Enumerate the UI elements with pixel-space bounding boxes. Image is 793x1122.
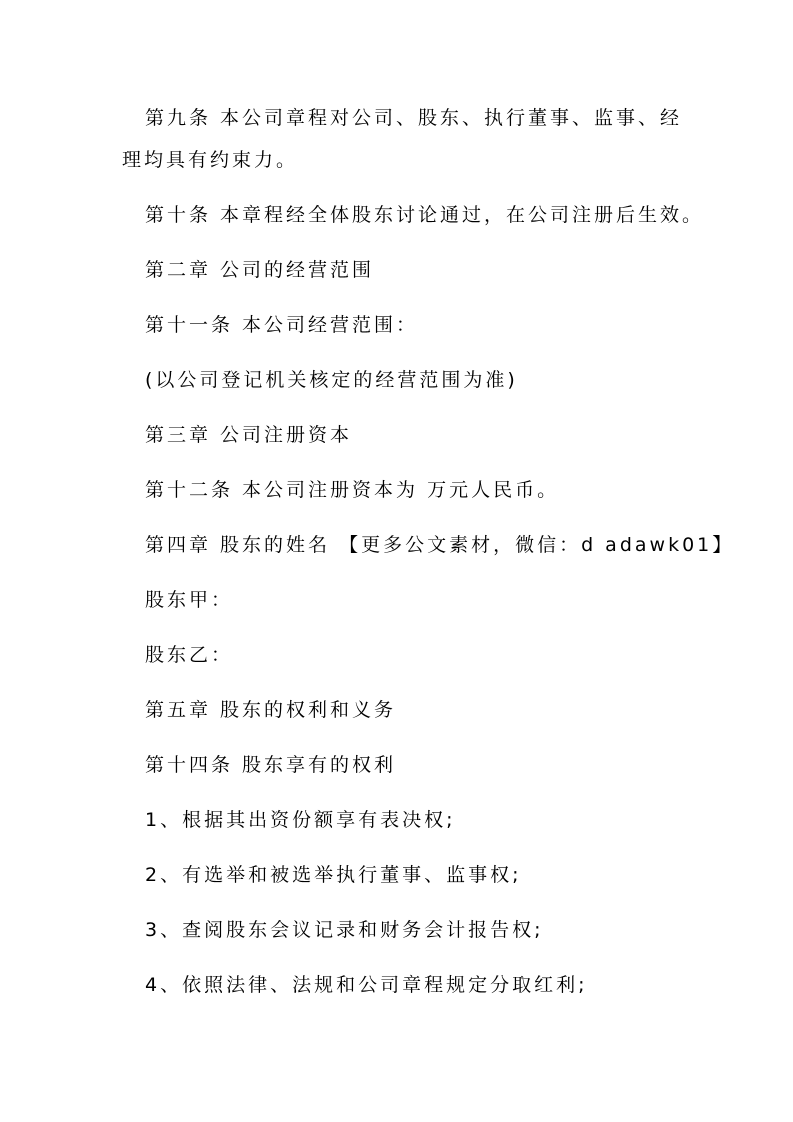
article-9-line-2: 理均具有约束力。 — [122, 149, 299, 171]
right-item-1: 1、根据其出资份额享有表决权; — [145, 809, 456, 831]
right-item-2: 2、有选举和被选举执行董事、监事权; — [145, 864, 522, 886]
article-14: 第十四条 股东享有的权利 — [145, 754, 397, 776]
chapter-4-heading: 第四章 股东的姓名 【更多公文素材，微信：d adawk01】 — [145, 534, 735, 556]
article-12: 第十二条 本公司注册资本为 万元人民币。 — [145, 479, 560, 501]
shareholder-a: 股东甲： — [145, 589, 234, 611]
chapter-3-heading: 第三章 公司注册资本 — [145, 424, 353, 446]
article-11: 第十一条 本公司经营范围： — [145, 314, 419, 336]
right-item-4: 4、依照法律、法规和公司章程规定分取红利; — [145, 974, 588, 996]
chapter-2-heading: 第二章 公司的经营范围 — [145, 259, 375, 281]
chapter-5-heading: 第五章 股东的权利和义务 — [145, 699, 397, 721]
article-10: 第十条 本章程经全体股东讨论通过，在公司注册后生效。 — [145, 204, 705, 226]
shareholder-b: 股东乙： — [145, 644, 234, 666]
right-item-3: 3、查阅股东会议记录和财务会计报告权; — [145, 919, 544, 941]
article-9-line-1: 第九条 本公司章程对公司、股东、执行董事、监事、经 — [145, 107, 683, 129]
business-scope-note: (以公司登记机关核定的经营范围为准) — [145, 369, 518, 391]
